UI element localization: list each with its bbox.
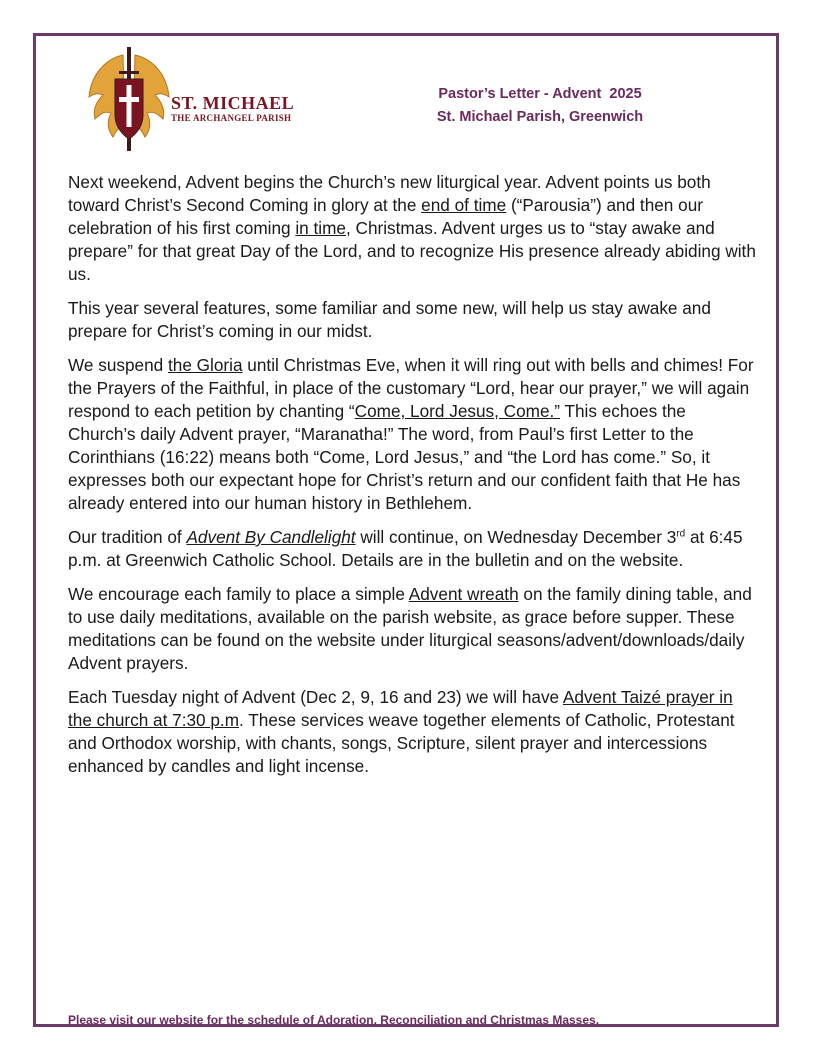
paragraph-3: [68, 354, 758, 515]
logo-name: ST. MICHAEL: [171, 93, 295, 113]
p4-text-a: Our tradition of: [68, 527, 187, 547]
p5-underline-advent-wreath: Advent wreath: [408, 584, 519, 604]
p1-underline-in-time: in time: [295, 218, 346, 238]
p1-text-c: , Christmas. Advent urges us to “stay awake and prepare” for that great Day of the Lord, and to recognize His presence already abiding with us.: [68, 218, 756, 284]
p4-underline-advent-by-candlelight: Advent By Candlelight: [186, 527, 356, 547]
logo-wordmark: [171, 94, 294, 124]
p1-text-b: (“Parousia”) and then our celebration of his first coming: [68, 195, 703, 238]
letter-header: [350, 83, 730, 129]
cross-vertical: [127, 85, 132, 127]
logo-subtitle: THE ARCHANGEL PARISH: [171, 113, 292, 123]
letter-title: Pastor’s Letter - Advent 2025: [438, 86, 642, 102]
p4-ordinal-suffix: rd: [676, 528, 686, 540]
p3-underline-gloria: the Gloria: [168, 355, 243, 375]
cross-horizontal: [119, 97, 139, 102]
letter-body: [68, 171, 758, 789]
paragraph-6: [68, 686, 758, 778]
p4-text-c: at 6:45 p.m. at Greenwich Catholic School. Details are in the bulletin and on the website.: [68, 527, 743, 570]
paragraph-5: [68, 583, 758, 675]
p3-underline-come-lord-jesus: Come, Lord Jesus, Come.”: [354, 401, 561, 421]
paragraph-4: [68, 526, 758, 572]
letter-subtitle: St. Michael Parish, Greenwich: [436, 109, 644, 125]
p3-text-b: until Christmas Eve, when it will ring out with bells and chimes! For the Prayers of the Faithful, in place of the customary “Lord, hear our prayer,” we will again respond to each petition by chanting “: [68, 355, 754, 421]
p6-text-a: Each Tuesday night of Advent (Dec 2, 9, 16 and 23) we will have: [68, 687, 563, 707]
p5-text-a: We encourage each family to place a simple: [68, 584, 409, 604]
p3-text-a: We suspend: [68, 355, 169, 375]
p1-underline-end-of-time: end of time: [421, 195, 507, 215]
p6-text-b: . These services weave together elements of Catholic, Protestant and Orthodox worship, with chants, songs, Scripture, silent prayer and intercessions enhanced by candles and light incense.: [68, 710, 735, 776]
p5-text-b: on the family dining table, and to use daily meditations, available on the parish website, as grace before supper. These meditations can be found on the website under liturgical seasons/advent/downloads/daily Advent prayers.: [68, 584, 752, 673]
p6-underline-taize-prayer: Advent Taizé prayer in the church at 7:30 p.m: [68, 687, 733, 730]
p3-text-c: This echoes the Church’s daily Advent prayer, “Maranatha!” The word, from Paul’s first Letter to the Corinthians (16:22) means both “Come, Lord Jesus,” and “the Lord has come.” So, it expresses both our expectant hope for Christ’s return and our confident faith that He has already entered into our human history in Bethlehem.: [68, 401, 741, 513]
sword-guard: [119, 71, 139, 74]
p4-text-b: will continue, on Wednesday December 3: [355, 527, 677, 547]
paragraph-1: [68, 171, 758, 286]
p1-text-a: Next weekend, Advent begins the Church’s new liturgical year. Advent points us both toward Christ’s Second Coming in glory at the: [68, 172, 711, 215]
paragraph-2: This year several features, some familiar and some new, will help us stay awake and prepare for Christ’s coming in our midst.: [68, 298, 711, 341]
footer-note: Please visit our website for the schedule of Adoration, Reconciliation and Christmas Masses.: [68, 1013, 600, 1027]
